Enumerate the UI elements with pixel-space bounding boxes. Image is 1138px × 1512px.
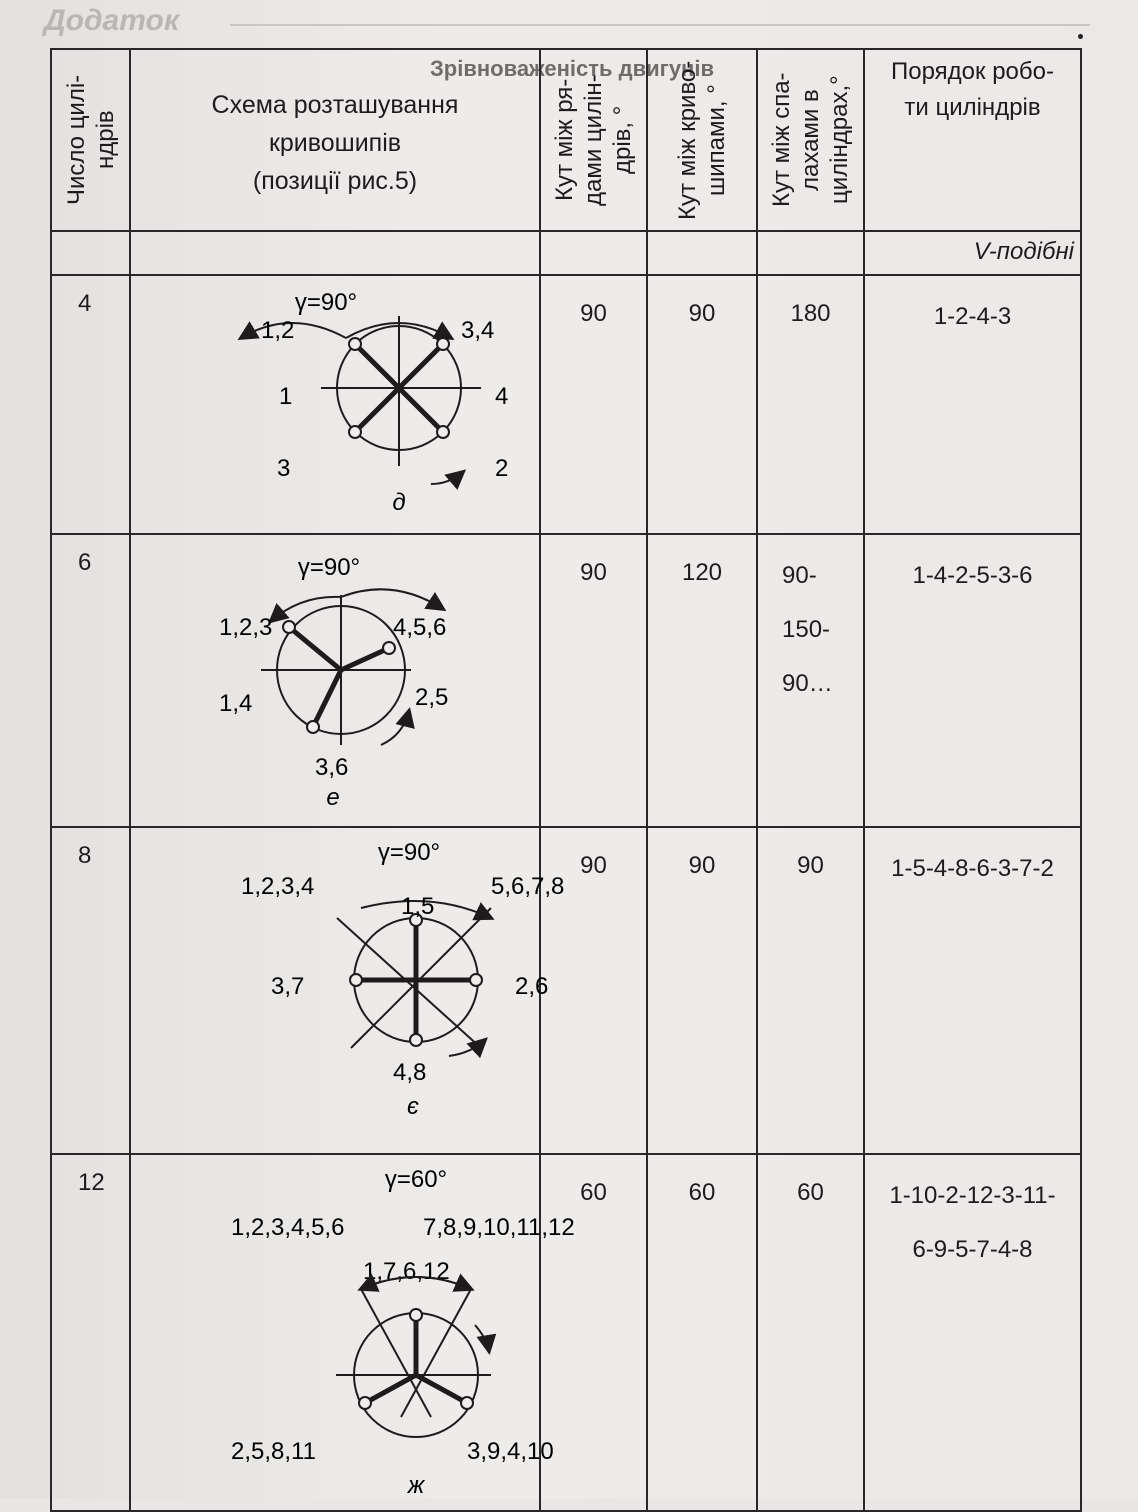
crank-pin: [410, 1034, 422, 1046]
crank-diagram-cell: [130, 534, 540, 827]
header-cylinders: Число цилі-ндрів: [51, 49, 130, 231]
angle-crank-value: 90: [688, 300, 716, 327]
crank-label: 3,4: [461, 317, 495, 344]
bleed-through-header: Додаток: [44, 4, 180, 37]
bleed-through-title: Зрівноваженість двигунів: [430, 56, 714, 81]
crank-diagram-12: [131, 1155, 575, 1503]
header-angle-rows: Кут між ря-дами цилін-дрів, °: [540, 49, 647, 231]
figure-letter: ж: [407, 1472, 425, 1499]
crank-pin: [437, 426, 449, 438]
figure-letter: є: [407, 1093, 419, 1120]
crank-diagram-4: [131, 276, 539, 526]
table-row: [51, 1154, 1081, 1511]
crank-label: 2,5: [415, 684, 449, 711]
crank-pin: [410, 1309, 422, 1321]
header-schema-line-2: кривошипів: [268, 129, 402, 157]
header-schema-line-3: (позиції рис.5): [252, 167, 418, 195]
angle-rows-value: 90: [580, 300, 607, 327]
crank-label: 1,2,3,4,5,6: [231, 1214, 345, 1241]
crank-diagram-6: [131, 535, 539, 819]
table-row: [51, 827, 1081, 1154]
crank-label: 1,2: [261, 317, 295, 344]
crank-diagram-cell: [130, 827, 565, 1154]
cylinder-count: 12: [78, 1169, 105, 1196]
header-schema-line-1: Схема розташування: [211, 91, 459, 119]
cylinder-count: 8: [78, 842, 92, 869]
figure-letter: д: [392, 489, 406, 516]
crank-pin: [461, 1397, 473, 1409]
angle-flash-value: 90…: [782, 670, 833, 697]
header-angle-crank: Кут між криво-шипами, °: [647, 49, 757, 231]
angle-rows-value: 60: [580, 1179, 607, 1206]
header-order-line-1: Порядок робо-: [891, 58, 1054, 85]
firing-order: 6-9-5-7-4-8: [912, 1236, 1033, 1263]
crank-label: 4,5,6: [393, 614, 447, 641]
gamma-label: γ=60°: [384, 1166, 448, 1193]
rotation-arrow-icon: [475, 1325, 489, 1351]
crank-label: 3,6: [315, 754, 349, 781]
header-order-line-2: ти циліндрів: [904, 94, 1041, 121]
crank-label: 1: [279, 383, 293, 410]
header-angle-flash: Кут між спа-лахами в циліндрах,°: [757, 49, 864, 231]
crank-label: 3,9,4,10: [467, 1438, 554, 1465]
crank-pin: [383, 642, 395, 654]
crank-pin: [437, 338, 449, 350]
figure-letter: е: [326, 784, 340, 811]
crank-label: 2,6: [515, 973, 549, 1000]
crank-label: 4,8: [393, 1059, 427, 1086]
crank-pin: [349, 426, 361, 438]
table-row: [51, 275, 1081, 534]
crank-pin: [307, 721, 319, 733]
section-label: V-подібні: [973, 238, 1074, 265]
crank-label: 3,7: [271, 973, 305, 1000]
crank-diagram-cell: [130, 275, 540, 534]
cylinder-count: 6: [78, 549, 92, 576]
bleed-through-line: [230, 24, 1090, 26]
rotation-arrow-icon: [341, 589, 443, 609]
crank-label: 1,2,3,4: [241, 873, 315, 900]
crank-label: 3: [277, 455, 291, 482]
crank-diagram-cell: [130, 1154, 575, 1511]
angle-crank-value: 90: [688, 852, 716, 879]
crank-pin: [359, 1397, 371, 1409]
angle-flash-value: 180: [790, 300, 831, 327]
crank-label: 1,7,6,12: [363, 1258, 450, 1285]
header-order: [864, 49, 1081, 231]
firing-order: 1-10-2-12-3-11-: [889, 1182, 1056, 1209]
dot-mark: [1078, 34, 1083, 39]
gamma-label: γ=90°: [294, 289, 358, 316]
crank-label: 5,6,7,8: [491, 873, 565, 900]
header-schema: [130, 49, 540, 231]
crank-pin: [283, 621, 295, 633]
firing-order: 1-5-4-8-6-3-7-2: [891, 855, 1054, 882]
angle-crank-value: 60: [688, 1179, 716, 1206]
angle-rows-value: 90: [580, 559, 607, 586]
angle-flash-value: 90-: [782, 562, 817, 589]
angle-rows-value: 90: [580, 852, 607, 879]
cylinder-count: 4: [78, 290, 92, 317]
crank-diagram-8: [131, 828, 565, 1146]
crank-label: 1,5: [401, 893, 435, 920]
gamma-label: γ=90°: [297, 554, 361, 581]
crank-pin: [349, 338, 361, 350]
crank-label: 2,5,8,11: [231, 1438, 316, 1465]
angle-flash-value: 90: [797, 852, 824, 879]
section-row: [51, 231, 1081, 275]
crank-label: 1,2,3: [219, 614, 273, 641]
header-row: [51, 49, 1081, 231]
angle-flash-value: 60: [797, 1179, 824, 1206]
gamma-label: γ=90°: [377, 839, 441, 866]
crank-label: 4: [495, 383, 509, 410]
firing-order: 1-4-2-5-3-6: [912, 562, 1033, 589]
crank-pin: [350, 974, 362, 986]
crank-label: 2: [495, 455, 509, 482]
angle-flash-value: 150-: [782, 616, 831, 643]
crank-label: 1,4: [219, 690, 253, 717]
firing-order: 1-2-4-3: [933, 303, 1012, 330]
table-row: [51, 534, 1081, 827]
engine-table: [50, 48, 1082, 1512]
crank-pin: [470, 974, 482, 986]
rotation-arrow-icon: [431, 472, 463, 484]
angle-crank-value: 120: [681, 559, 723, 586]
crank-label: 7,8,9,10,11,12: [423, 1214, 575, 1241]
